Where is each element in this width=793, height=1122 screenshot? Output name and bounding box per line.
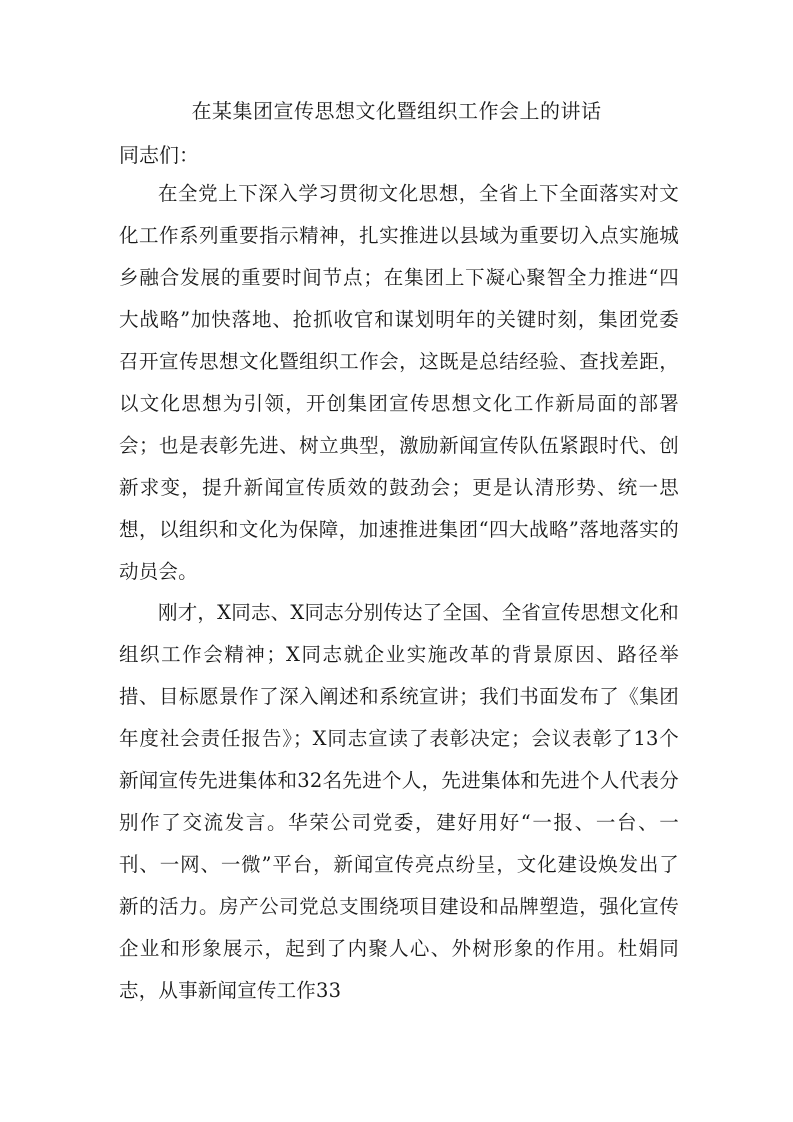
paragraph-2-block: [119, 592, 679, 1012]
paragraph: 刚才，X同志、X同志分别传达了全国、全省宣传思想文化和组织工作会精神；X同志就企业实施改革的背景原因、路径举措、目标愿景作了深入阐述和系统宣讲；我们书面发布了《集团年度社会责任报告》；X同志宣读了表彰决定；会议表彰了13个新闻宣传先进集体和32名先进个人，先进集体和先进个人代表分别作了交流发言。华荣公司党委，建好用好“一报、一台、一刊、一网、一微”平台，新闻宣传亮点纷呈，文化建设焕发出了新的活力。房产公司党总支围绕项目建设和品牌塑造，强化宣传企业和形象展示，起到了内聚人心、外树形象的作用。杜娟同志，从事新闻宣传工作33: [119, 601, 679, 1002]
paragraph: 在全党上下深入学习贯彻文化思想，全省上下全面落实对文化工作系列重要指示精神，扎实推进以县域为重要切入点实施城乡融合发展的重要时间节点；在集团上下凝心聚智全力推进“四大战略”加快落地、抢抓收官和谋划明年的关键时刻，集团党委召开宣传思想文化暨组织工作会，这既是总结经验、查找差距，以文化思想为引领，开创集团宣传思想文化工作新局面的部署会；也是表彰先进、树立典型，激励新闻宣传队伍紧跟时代、创新求变，提升新闻宣传质效的鼓劲会；更是认清形势、统一思想，以组织和文化为保障，加速推进集团“四大战略”落地落实的动员会。: [119, 182, 679, 583]
paragraph-1-block: [119, 173, 679, 593]
document-title: 在某集团宣传思想文化暨组织工作会上的讲话: [191, 99, 602, 123]
salutation: 同志们：: [119, 143, 199, 167]
